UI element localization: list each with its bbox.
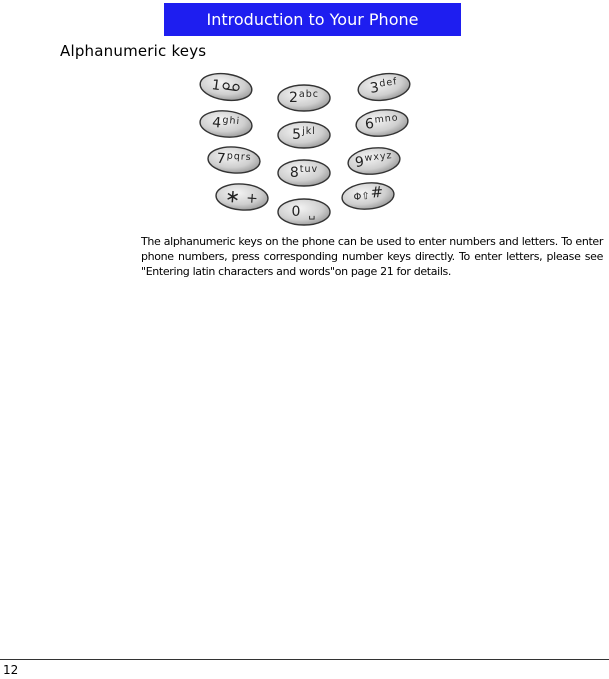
chapter-title: Introduction to Your Phone <box>206 10 419 29</box>
key-digit: 4 <box>211 114 222 132</box>
key-0 <box>276 197 332 227</box>
footer-divider <box>0 659 609 660</box>
key-letters: ␣ <box>308 206 317 220</box>
key-digit: # <box>369 182 384 202</box>
key-letters: + <box>245 190 260 208</box>
key-6 <box>353 105 412 141</box>
key-digit: 0 <box>291 204 301 220</box>
key-digit: 9 <box>354 154 365 171</box>
key-digit: 1 <box>210 77 222 95</box>
key-digit: 6 <box>364 115 375 133</box>
key-letters: wxyz <box>364 149 394 164</box>
page-number: 12 <box>3 663 19 677</box>
key-7 <box>205 143 263 177</box>
key-4 <box>197 107 255 142</box>
key-letters: mno <box>373 111 400 126</box>
key-hash <box>339 179 397 214</box>
description-text <box>141 234 603 279</box>
key-2 <box>276 83 332 113</box>
key-letters: tuv <box>299 163 319 175</box>
key-star <box>213 180 271 214</box>
key-digit: 3 <box>368 79 381 97</box>
key-letters: pqrs <box>226 149 253 163</box>
key-letters: jkl <box>302 125 316 137</box>
key-digit: ∗ <box>224 185 241 208</box>
key-1 <box>196 68 256 106</box>
key-digit: 8 <box>289 165 299 181</box>
keypad-illustration <box>190 70 420 230</box>
section-title: Alphanumeric keys <box>60 42 207 60</box>
key-letters: abc <box>298 88 319 100</box>
key-8 <box>276 158 332 188</box>
key-letters: def <box>378 75 399 90</box>
key-9 <box>345 143 404 179</box>
key-digit: 5 <box>292 127 302 143</box>
key-letters: Φ⇧ <box>353 190 371 203</box>
chapter-banner <box>164 3 461 36</box>
key-digit: 2 <box>289 90 298 106</box>
key-digit: 7 <box>216 150 227 168</box>
description-paragraph: The alphanumeric keys on the phone can be used to enter numbers and letters. To enter phone numbers, press corresponding number keys directly. To enter letters, please see "Entering latin characters and words"on page 21 for details. <box>141 235 603 278</box>
key-3 <box>354 68 414 106</box>
key-letters: ghi <box>221 114 241 127</box>
key-5 <box>276 120 332 150</box>
